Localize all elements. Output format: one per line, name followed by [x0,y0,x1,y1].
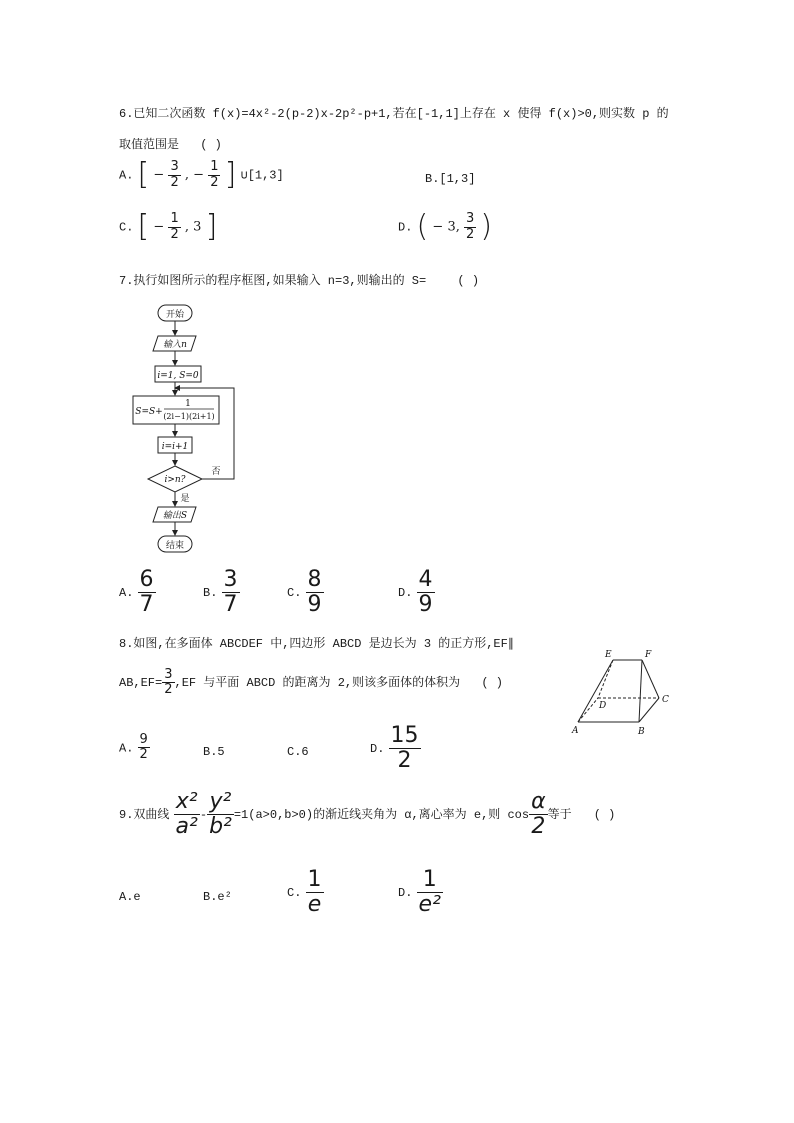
q6-option-c: C. [ − $\frac{1}{2}$ , 3 ] [119,209,218,244]
q7-option-c: C. $\frac{8}{9}$ [287,567,322,618]
q6-option-a-union: ∪[1,3] [240,168,284,183]
q7-option-d: D. $\frac{4}{9}$ [398,567,433,618]
flow-decision-text: i>n? [164,475,186,485]
vertex-label-c: C [662,695,669,705]
q6-option-d-frac: $\frac{3}{2}$ [466,211,475,242]
q9-x-frac: $\frac{\text{x²}}{\text{a²}}$ [175,789,198,840]
q9-option-c: C. $\frac{1}{e}$ [287,867,322,918]
flow-update-num: 1 [185,399,191,409]
q6-option-a-frac2: $\frac{1}{2}$ [210,159,219,190]
q9-option-c-frac: $\frac{1}{e}$ [307,867,322,918]
vertex-label-e: E [605,650,612,660]
q6-option-b: B.[1,3] [425,172,476,186]
flow-incr-text: i=i+1 [161,442,189,452]
q9-option-b: B.e² [203,890,232,904]
q8-option-a-frac: $\frac{9}{2}$ [139,732,148,763]
q8-option-d: D. $\frac{15}{2}$ [370,723,419,774]
q8-option-b: B.5 [203,745,225,759]
q8-option-c: C.6 [287,745,309,759]
q6-option-a-frac1: $\frac{3}{2}$ [170,159,179,190]
q9-stem: 9.双曲线 $\frac{\text{x²}}{\text{a²}}$ - $\frac{\text{y²}}{\text{b²}}$ =1(a>0,b>0)的渐近线夹角为 α,离心率为 e,则 cos $\frac{\alpha}{2}$ 等于 ( ) [119,789,616,840]
q6-option-d-label: D. [398,220,413,235]
q7-option-c-frac: $\frac{8}{9}$ [307,567,322,618]
q6-answer-paren: ( ) [200,138,222,152]
vertex-label-b: B [638,727,645,737]
right-bracket: ] [224,157,237,192]
q9-y-frac: $\frac{\text{y²}}{\text{b²}}$ [209,789,232,840]
q6-stem-text: 取值范围是 [119,138,180,152]
q9-option-a: A.e [119,890,141,904]
q7-flowchart [128,300,248,556]
left-bracket: [ [137,209,150,244]
q7-option-b-frac: $\frac{3}{7}$ [223,567,238,618]
q7-stem [119,271,479,288]
flow-init-text: i=1, S=0 [157,371,199,381]
q9-option-d: D. $\frac{1}{\text{e²}}$ [398,867,441,918]
q8-option-a: A. $\frac{9}{2}$ [119,732,148,763]
q9-answer-paren: ( ) [593,808,616,823]
q6-option-d: D. ( − 3, $\frac{3}{2}$ ) [398,209,493,244]
left-paren: ( [416,209,429,244]
left-bracket: [ [137,157,150,192]
q8-stem-line2: AB,EF= $\frac{3}{2}$ ,EF 与平面 ABCD 的距离为 2,则该多面体的体积为 ( ) [119,667,503,698]
q6-option-c-frac: $\frac{1}{2}$ [170,211,179,242]
q8-option-d-frac: $\frac{15}{2}$ [390,723,419,774]
flow-output-text: 输出S [162,511,188,521]
vertex-label-d: D [599,701,607,711]
flow-input-text: 输入n [163,340,187,350]
flow-yes-label: 是 [180,494,190,504]
right-bracket: ] [205,209,218,244]
vertex-label-a: A [572,726,579,736]
q6-option-a-label: A. [119,168,134,183]
vertex-label-f: F [645,650,652,660]
q7-option-d-frac: $\frac{4}{9}$ [418,567,433,618]
q9-option-d-frac: $\frac{1}{\text{e²}}$ [418,867,441,918]
q6-stem-line1: 6.已知二次函数 f(x)=4x²-2(p-2)x-2p²-p+1,若在[-1,1]上存在 x 使得 f(x)>0,则实数 p 的 [119,107,669,121]
q8-answer-paren: ( ) [481,675,503,690]
q9-cos-frac: $\frac{\alpha}{2}$ [531,789,546,840]
q6-option-c-label: C. [119,220,134,235]
q6-option-a: A. [ − $\frac{3}{2}$ , − $\frac{1}{2}$ ] ∪[1,3] [119,157,284,192]
q7-option-a-frac: $\frac{6}{7}$ [139,567,154,618]
q8-stem-line1: 8.如图,在多面体 ABCDEF 中,四边形 ABCD 是边长为 3 的正方形,EF∥ [119,637,514,651]
q8-polyhedron-figure [566,646,686,738]
flow-update-prefix: S=S+ [135,407,163,417]
q7-option-a: A. $\frac{6}{7}$ [119,567,154,618]
flow-end-text: 结束 [165,541,185,551]
right-paren: ) [480,209,493,244]
q7-stem-text: 7.执行如图所示的程序框图,如果输入 n=3,则输出的 S= [119,274,427,288]
flow-update-den: (2i−1)(2i+1) [163,412,215,421]
q8-stem-frac: $\frac{3}{2}$ [164,667,173,698]
flow-start-text: 开始 [165,310,185,320]
q7-answer-paren: ( ) [457,274,480,288]
flow-no-label: 否 [211,467,221,477]
q7-option-b: B. $\frac{3}{7}$ [203,567,238,618]
q6-stem-line2 [119,135,222,152]
